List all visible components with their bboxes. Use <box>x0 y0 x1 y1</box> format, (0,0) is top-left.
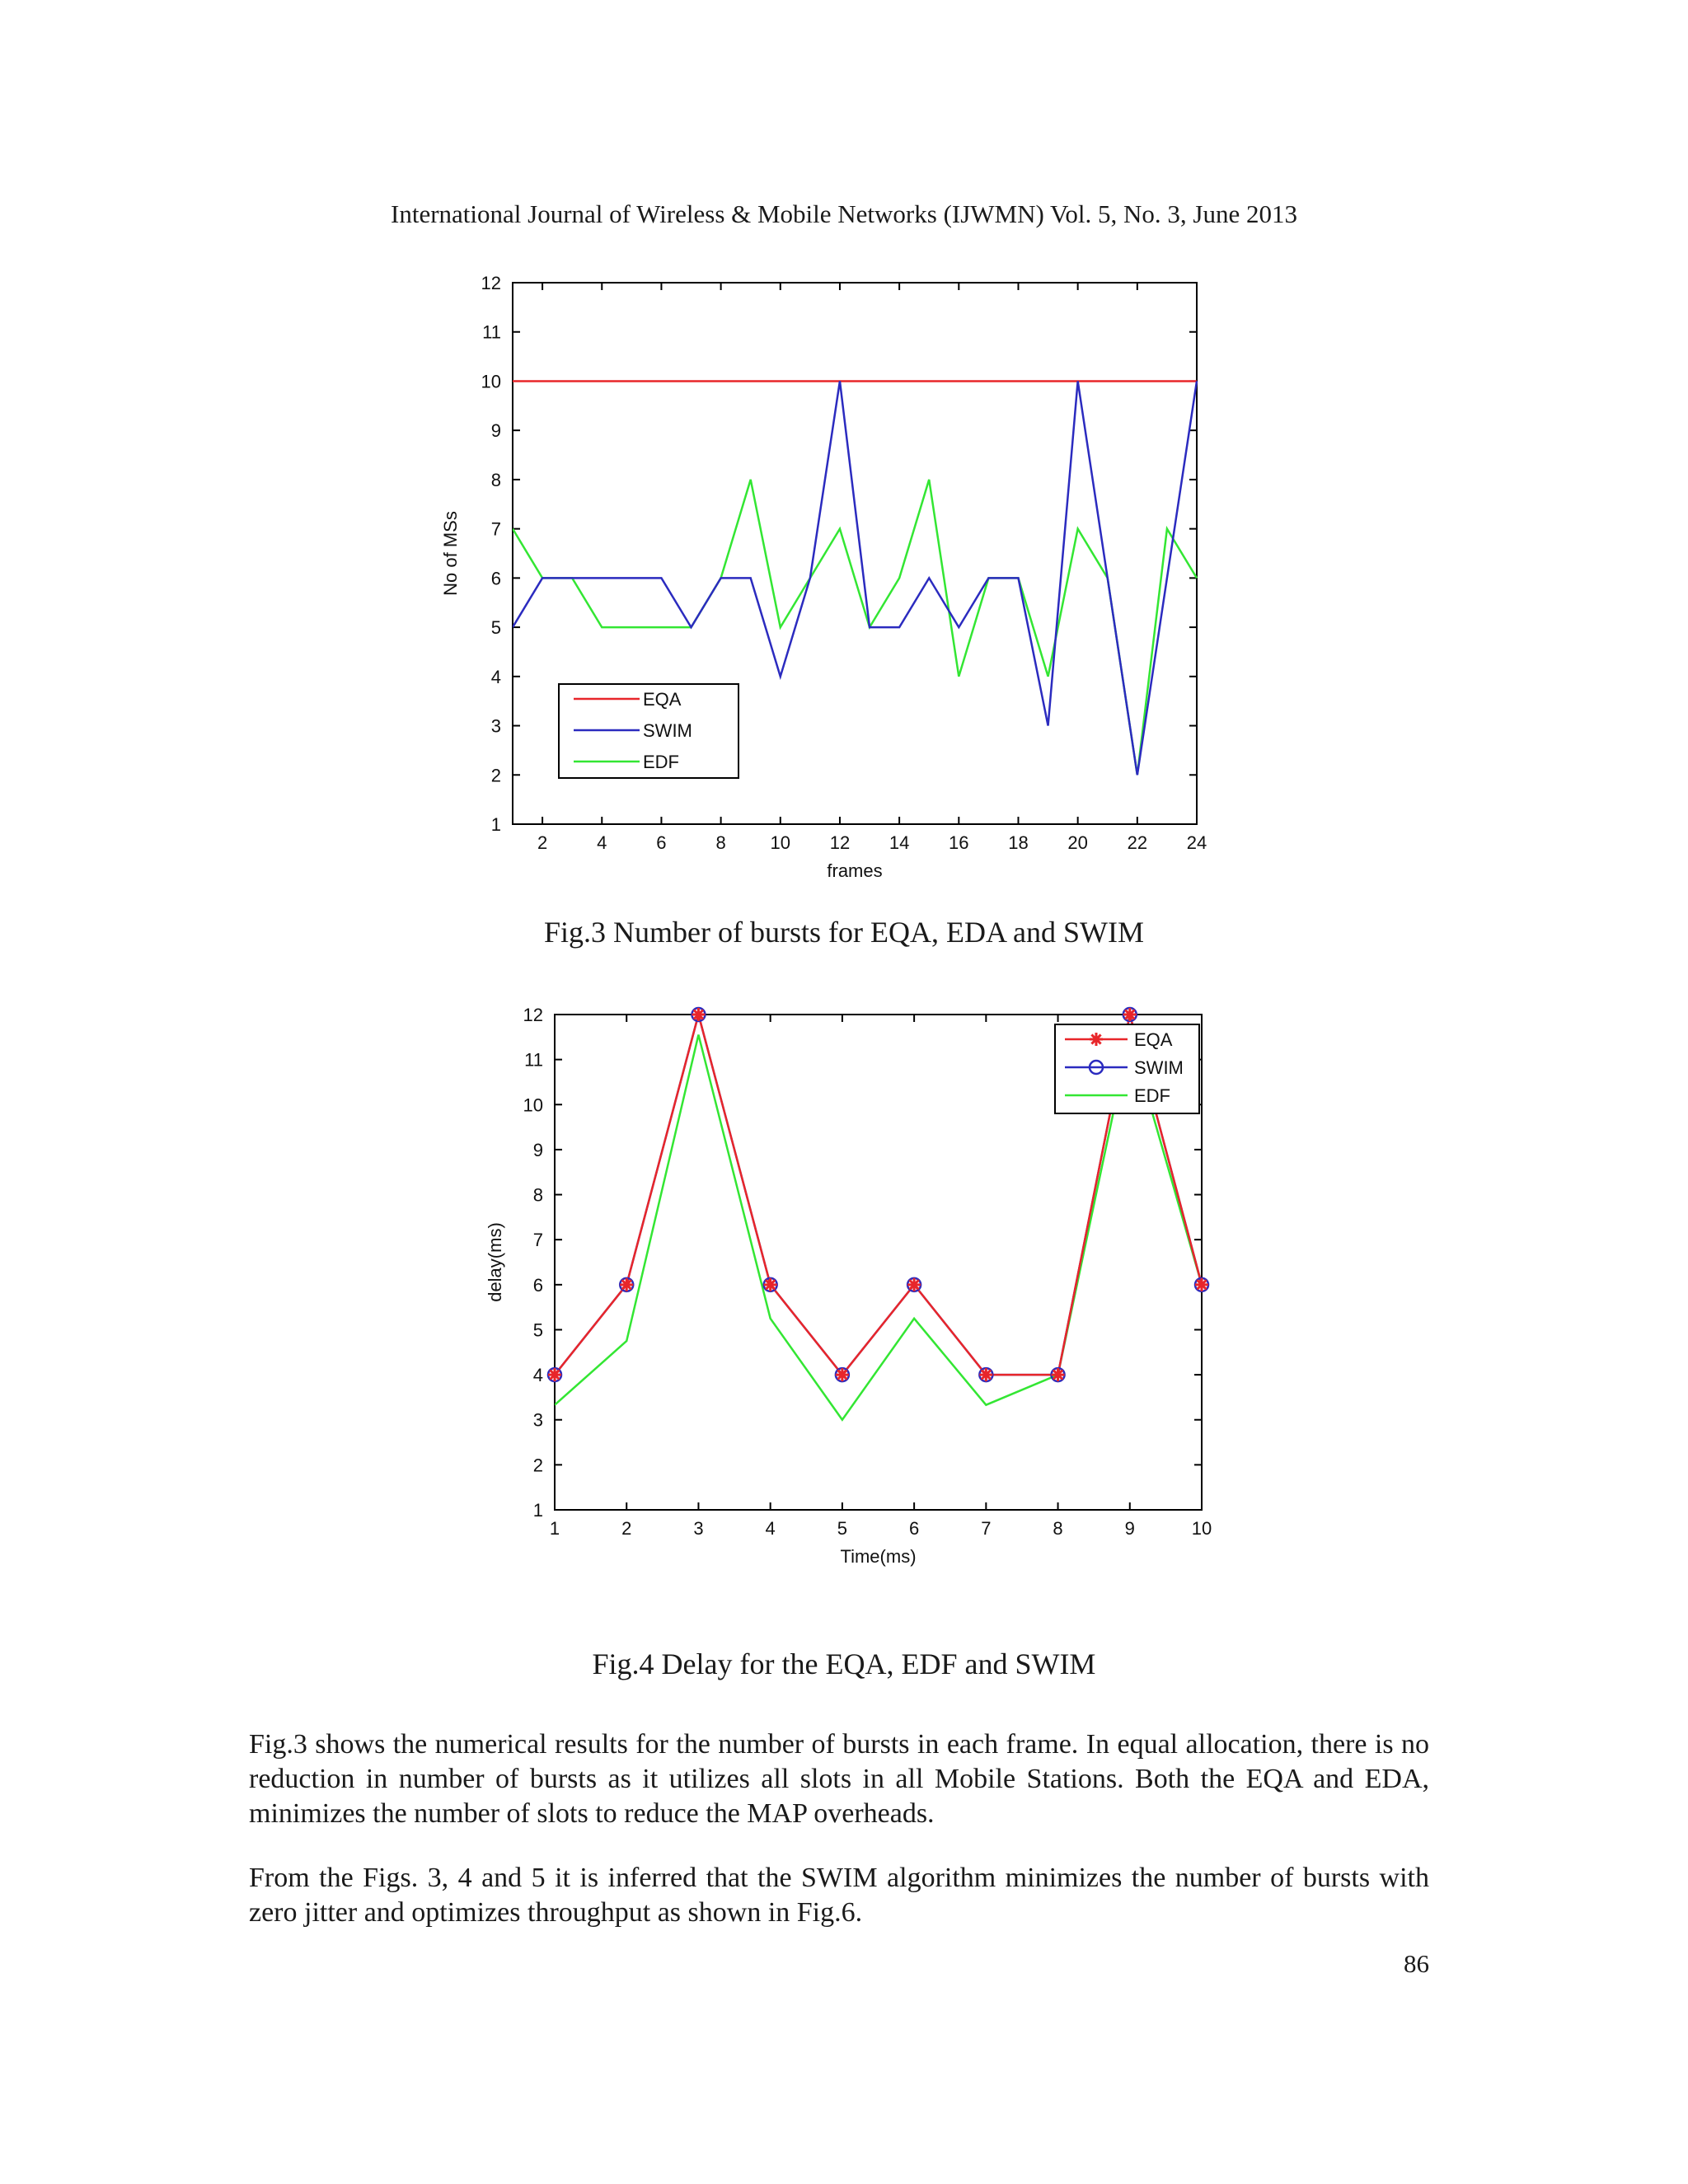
chart2-y-axis-label: delay(ms) <box>485 1222 505 1302</box>
chart2-y-tick-label: 9 <box>532 1139 543 1160</box>
chart1-y-tick-label: 12 <box>481 273 501 293</box>
chart1-y-tick-label: 11 <box>482 321 501 343</box>
chart1-x-tick-label: 6 <box>656 832 667 853</box>
chart2-x-tick-label: 4 <box>765 1518 776 1539</box>
chart2-eqa-point <box>907 1278 921 1291</box>
chart2-x-tick-label: 6 <box>908 1518 920 1539</box>
chart1-x-tick-label: 16 <box>949 832 969 853</box>
chart2-y-tick-label: 12 <box>523 1005 543 1025</box>
chart1-x-tick-label: 18 <box>1008 832 1029 853</box>
chart1-x-axis-label: frames <box>827 860 883 881</box>
chart2-legend-edf-label: EDF <box>1134 1085 1170 1106</box>
chart2-x-tick-label: 8 <box>1053 1518 1063 1539</box>
chart2-legend-eqa-label: EQA <box>1134 1029 1173 1050</box>
chart2-eqa-point <box>548 1368 561 1381</box>
chart2-x-tick-label: 3 <box>693 1518 704 1539</box>
chart2-x-tick-label: 7 <box>981 1518 992 1539</box>
chart2-eqa-point <box>764 1278 777 1291</box>
journal-header: International Journal of Wireless & Mobile Networks (IJWMN) Vol. 5, No. 3, June 2013 <box>391 199 1297 228</box>
chart2-x-tick-label: 1 <box>549 1518 560 1539</box>
chart1-x-tick-label: 20 <box>1067 832 1088 853</box>
chart2-y-tick-label: 1 <box>532 1500 543 1521</box>
chart2-y-tick-label: 7 <box>532 1230 543 1251</box>
body-paragraph-1: Fig.3 shows the numerical results for the number of bursts in each frame. In equal allocation, there is no reduction in number of bursts as it utilizes all slots in all Mobile Stations. Both the EQA and EDA, minimizes the number of slots to reduce the MAP overheads. <box>249 1729 1429 1829</box>
chart1-x-tick-label: 8 <box>715 832 726 853</box>
chart1-y-tick-label: 3 <box>490 715 501 737</box>
chart2-y-tick-label: 5 <box>532 1319 543 1341</box>
chart1-y-tick-label: 5 <box>490 617 501 639</box>
chart1-x-tick-label: 14 <box>889 832 910 853</box>
body-paragraph-2: From the Figs. 3, 4 and 5 it is inferred that the SWIM algorithm minimizes the number of bursts with zero jitter and optimizes throughput as shown in Fig.6. <box>249 1863 1429 1928</box>
figure-3-caption: Fig.3 Number of bursts for EQA, EDA and SWIM <box>544 916 1144 949</box>
chart2-x-tick-label: 5 <box>837 1518 848 1539</box>
chart2-y-tick-label: 8 <box>532 1184 543 1206</box>
chart2-eqa-point <box>620 1278 633 1291</box>
page-number: 86 <box>1404 1949 1429 1978</box>
chart2-eqa-point <box>692 1008 705 1021</box>
chart1-x-tick-label: 2 <box>537 832 548 853</box>
chart1-x-tick-label: 24 <box>1186 832 1207 853</box>
chart2-eqa-point <box>1123 1008 1137 1021</box>
chart1-y-tick-label: 9 <box>490 420 501 442</box>
chart2-eqa-point <box>836 1368 849 1381</box>
chart1-y-tick-label: 4 <box>490 666 501 687</box>
chart2-x-axis-label: Time(ms) <box>840 1546 917 1567</box>
chart2-eqa-point <box>1052 1368 1065 1381</box>
chart1-x-tick-label: 22 <box>1127 832 1148 853</box>
chart1-y-tick-label: 2 <box>490 765 501 786</box>
chart1-legend-eqa-label: EQA <box>643 689 682 710</box>
chart2-y-tick-label: 6 <box>532 1274 543 1296</box>
chart2-eqa-point <box>1195 1278 1208 1291</box>
chart1-x-tick-label: 4 <box>597 832 607 853</box>
chart2-legend-eqa-marker <box>1090 1033 1103 1046</box>
chart1-y-tick-label: 7 <box>490 518 501 540</box>
chart2-x-tick-label: 2 <box>621 1518 632 1539</box>
chart1-y-tick-label: 6 <box>490 568 501 589</box>
chart1-legend-edf-label: EDF <box>643 752 679 772</box>
chart2-y-tick-label: 4 <box>532 1365 543 1386</box>
chart1-x-tick-label: 12 <box>829 832 851 853</box>
chart2-legend-swim-label: SWIM <box>1134 1057 1184 1078</box>
chart2-x-tick-label: 10 <box>1191 1518 1212 1539</box>
chart2-y-tick-label: 3 <box>532 1409 543 1431</box>
chart1-y-tick-label: 1 <box>490 814 501 835</box>
chart2-y-tick-label: 2 <box>532 1455 543 1476</box>
chart2-x-tick-label: 9 <box>1124 1518 1135 1539</box>
chart1-y-axis-label: No of MSs <box>440 511 461 596</box>
chart1-legend-swim-label: SWIM <box>643 720 692 741</box>
chart2-y-tick-label: 10 <box>523 1094 543 1116</box>
chart2-y-tick-label: 11 <box>524 1049 543 1071</box>
chart2-eqa-point <box>979 1368 992 1381</box>
chart1-y-tick-label: 8 <box>490 469 501 490</box>
chart1-x-tick-label: 10 <box>770 832 791 853</box>
chart1-y-tick-label: 10 <box>481 371 501 392</box>
figure-4-caption: Fig.4 Delay for the EQA, EDF and SWIM <box>592 1647 1096 1680</box>
